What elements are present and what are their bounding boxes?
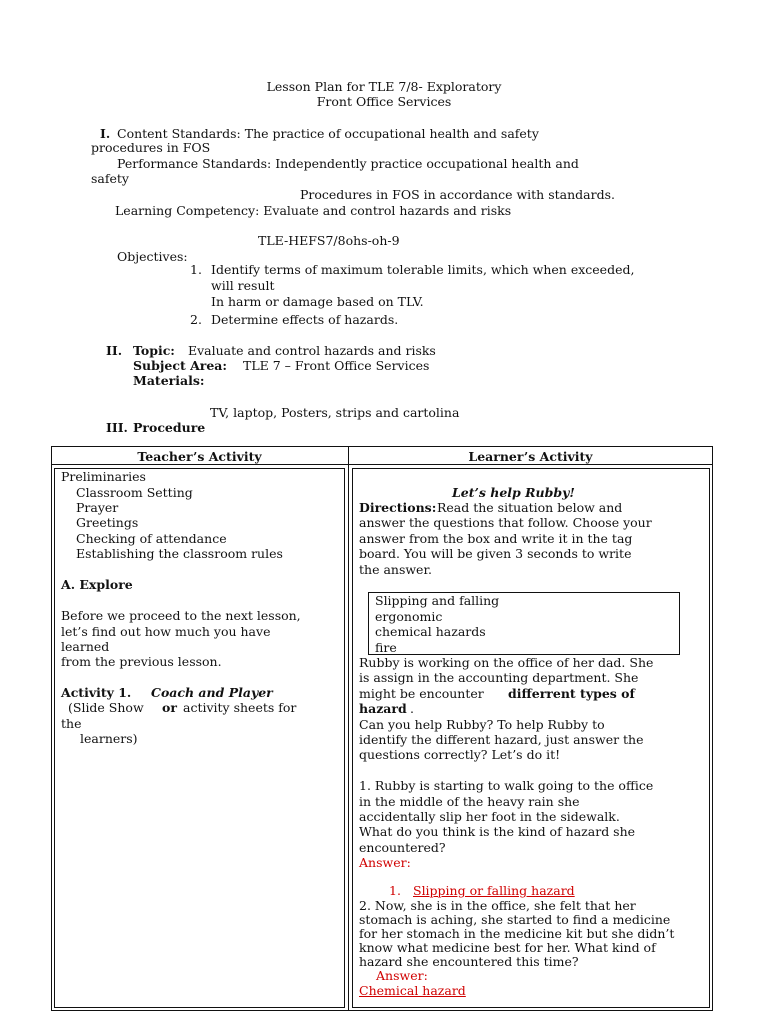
teacher-activity-header: Teacher’s Activity <box>137 449 262 464</box>
subject-label: Subject Area: <box>133 358 228 373</box>
explore-text: from the previous lesson. <box>61 654 222 669</box>
table-header-divider <box>51 464 713 465</box>
explore-text: Before we proceed to the next lesson, <box>61 608 301 623</box>
content-standards: Content Standards: The practice of occupational health and safety <box>117 126 539 141</box>
directions-text: answer from the box and write it in the tag <box>359 531 633 546</box>
objectives-label: Objectives: <box>117 249 188 264</box>
story-text: is assign in the accounting department. She <box>359 670 639 685</box>
choice-item: ergonomic <box>375 609 443 624</box>
objective-2-text: Determine effects of hazards. <box>211 312 399 327</box>
materials-text: TV, laptop, Posters, strips and cartolina <box>210 405 460 420</box>
question-2: for her stomach in the medicine kit but she didn’t <box>359 926 675 941</box>
directions-text: board. You will be given 3 seconds to write <box>359 546 632 561</box>
section-3-roman: III. <box>106 420 128 435</box>
explore-text: let’s find out how much you have <box>61 624 271 639</box>
objective-2-num: 2. <box>190 312 202 327</box>
content-standards-cont: procedures in FOS <box>91 140 211 155</box>
materials-label: Materials: <box>133 373 205 388</box>
answer-1-num: 1. <box>389 883 401 898</box>
question-2: hazard she encountered this time? <box>359 954 579 969</box>
question-2: 2. Now, she is in the office, she felt that her <box>359 898 636 913</box>
help-text: Can you help Rubby? To help Rubby to <box>359 717 605 732</box>
story-bold-2: hazard <box>359 701 407 716</box>
procedure-label: Procedure <box>133 420 206 435</box>
story-bold: differrent types of <box>508 686 635 701</box>
objective-1-line3: In harm or damage based on TLV. <box>211 294 424 309</box>
topic-label: Topic: <box>133 343 175 358</box>
question-1: accidentally slip her foot in the sidewalk. <box>359 809 620 824</box>
question-1: What do you think is the kind of hazard she <box>359 824 636 839</box>
procedures-line: Procedures in FOS in accordance with standards. <box>300 187 615 202</box>
question-1: in the middle of the heavy rain she <box>359 794 580 809</box>
answer-1-label: Answer: <box>359 855 411 870</box>
choice-item: fire <box>375 640 397 655</box>
list-item: Prayer <box>76 500 119 515</box>
objective-1-line2: will result <box>211 278 275 293</box>
choice-item: chemical hazards <box>375 624 486 639</box>
performance-standards: Performance Standards: Independently practice occupational health and <box>117 156 579 171</box>
objective-1-num: 1. <box>190 262 202 277</box>
help-text: identify the different hazard, just answer the <box>359 732 644 747</box>
help-text: questions correctly? Let’s do it! <box>359 747 561 762</box>
directions-text: Read the situation below and <box>437 500 623 515</box>
learner-heading: Let’s help Rubby! <box>452 485 575 500</box>
objective-1-text: Identify terms of maximum tolerable limits, which when exceeded, <box>211 262 635 277</box>
question-1: 1. Rubby is starting to walk going to the office <box>359 778 654 793</box>
slide-the: the <box>61 716 82 731</box>
slide-learners: learners) <box>80 731 138 746</box>
learning-competency: Learning Competency: Evaluate and control hazards and risks <box>115 203 512 218</box>
directions-label: Directions: <box>359 500 437 515</box>
slide-or: or <box>162 700 177 715</box>
preliminaries: Preliminaries <box>61 469 146 484</box>
section-2-roman: II. <box>106 343 123 358</box>
slide-rest: activity sheets for <box>183 700 297 715</box>
subject-text: TLE 7 – Front Office Services <box>243 358 430 373</box>
topic-text: Evaluate and control hazards and risks <box>188 343 436 358</box>
list-item: Classroom Setting <box>76 485 193 500</box>
list-item: Establishing the classroom rules <box>76 546 283 561</box>
section-1-roman: I. <box>100 126 111 141</box>
page-title: Lesson Plan for TLE 7/8- Exploratory <box>266 79 502 94</box>
answer-1: Slipping or falling hazard <box>413 883 575 898</box>
directions-text: answer the questions that follow. Choose your <box>359 515 652 530</box>
list-item: Greetings <box>76 515 139 530</box>
question-2: know what medicine best for her. What kind of <box>359 940 656 955</box>
explore-heading: A. Explore <box>61 577 133 592</box>
answer-2-label: Answer: <box>376 968 428 983</box>
activity-label: Activity 1. <box>61 685 132 700</box>
slide-show-text: (Slide Show <box>68 700 144 715</box>
question-1: encountered? <box>359 840 446 855</box>
answer-2: Chemical hazard <box>359 983 466 998</box>
story-text: Rubby is working on the office of her dad. She <box>359 655 654 670</box>
story-end: . <box>410 701 414 716</box>
performance-standards-cont: safety <box>91 171 129 186</box>
question-2: stomach is aching, she started to find a medicine <box>359 912 671 927</box>
activity-name: Coach and Player <box>151 685 273 700</box>
explore-text: learned <box>61 639 110 654</box>
learner-activity-header: Learner’s Activity <box>468 449 593 464</box>
page-subtitle: Front Office Services <box>316 94 452 109</box>
list-item: Checking of attendance <box>76 531 227 546</box>
competency-code: TLE-HEFS7/8ohs-oh-9 <box>258 233 400 248</box>
table-column-divider <box>348 446 349 1011</box>
story-text: might be encounter <box>359 686 484 701</box>
choice-item: Slipping and falling <box>375 593 500 608</box>
directions-text: the answer. <box>359 562 433 577</box>
